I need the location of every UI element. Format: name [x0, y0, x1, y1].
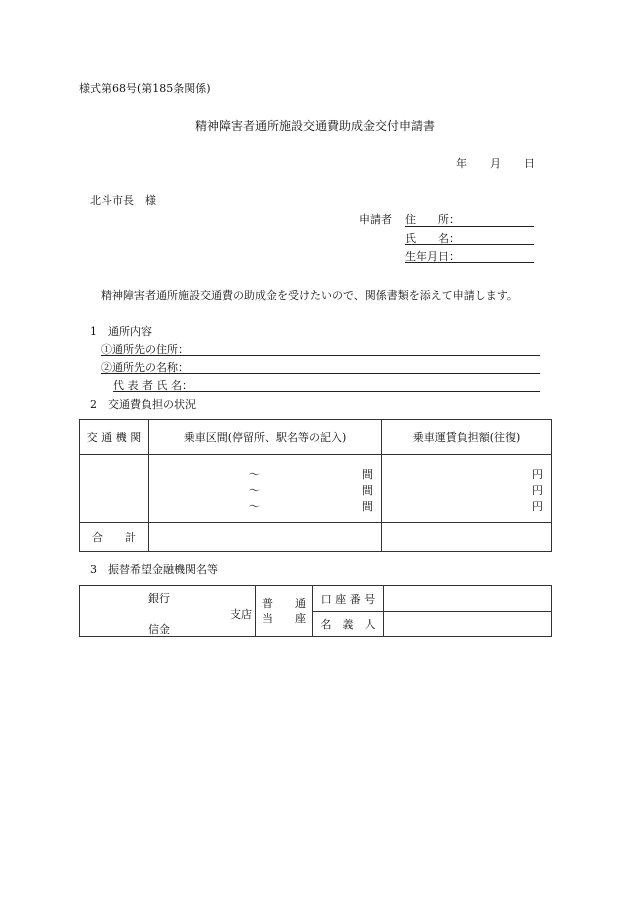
- section-cell[interactable]: [149, 455, 382, 523]
- date-year: 年: [456, 157, 467, 170]
- section-row: [149, 497, 381, 513]
- account-type-current: 当 座: [262, 612, 306, 625]
- between-mark: 間: [362, 483, 373, 497]
- section1-heading: 1 通所内容: [90, 325, 152, 338]
- date-day: 日: [524, 157, 535, 170]
- yen-mark: 円: [532, 483, 543, 497]
- applicant-address-label: 住 所：: [405, 213, 460, 226]
- tilde-mark: 〜: [249, 467, 260, 481]
- applicant-name-line[interactable]: [405, 244, 534, 245]
- applicant-birth-line[interactable]: [405, 262, 534, 263]
- representative-line[interactable]: [113, 391, 540, 392]
- header-transport: 交 通 機 関: [80, 420, 149, 455]
- bank-name-cell[interactable]: [80, 586, 256, 637]
- date-month: 月: [490, 157, 501, 170]
- applicant-birth-label: 生年月日：: [405, 250, 460, 263]
- facility-name-label: ②通所先の名称：: [101, 361, 189, 374]
- section-row: [149, 465, 381, 481]
- holder-label: 名 義 人: [313, 612, 384, 637]
- account-type-cell[interactable]: [256, 586, 313, 637]
- account-number-label: 口 座 番 号: [313, 586, 384, 612]
- form-number: 様式第68号(第185条関係): [79, 82, 211, 95]
- header-section: 乗車区間(停留所、駅名等の記入): [149, 420, 382, 455]
- section3-heading: 3 振替希望金融機関名等: [90, 563, 218, 576]
- section2-heading: 2 交通費負担の状況: [90, 398, 196, 411]
- account-type-ordinary: 普 通: [262, 597, 306, 610]
- transport-cell[interactable]: [80, 455, 149, 523]
- yen-mark: 円: [532, 467, 543, 481]
- header-fare: 乗車運賃負担額(往復): [382, 420, 552, 455]
- applicant-name-label: 氏 名：: [405, 232, 460, 245]
- fare-cell[interactable]: [382, 455, 552, 523]
- between-mark: 間: [362, 467, 373, 481]
- facility-address-line[interactable]: [101, 355, 540, 356]
- total-label: 合 計: [80, 523, 149, 552]
- facility-address-label: ①通所先の住所：: [101, 343, 189, 356]
- facility-name-line[interactable]: [101, 373, 540, 374]
- tilde-mark: 〜: [249, 499, 260, 513]
- total-section-cell[interactable]: [149, 523, 382, 552]
- tilde-mark: 〜: [249, 483, 260, 497]
- transport-table: [79, 419, 552, 552]
- bank-table: [79, 585, 552, 637]
- section-row: [149, 481, 381, 497]
- representative-label: 代 表 者 氏 名：: [113, 379, 193, 392]
- yen-mark: 円: [532, 499, 543, 513]
- holder-cell[interactable]: [384, 612, 552, 637]
- total-fare-cell[interactable]: [382, 523, 552, 552]
- statement: 精神障害者通所施設交通費の助成金を受けたいので、関係書類を添えて申請します。: [101, 289, 518, 302]
- page-title: 精神障害者通所施設交通費助成金交付申請書: [194, 119, 435, 133]
- addressee: 北斗市長 様: [90, 194, 156, 207]
- applicant-label: 申請者: [359, 213, 392, 226]
- shinkin-label: 信金: [148, 623, 170, 636]
- applicant-address-line[interactable]: [405, 226, 534, 227]
- between-mark: 間: [362, 499, 373, 513]
- bank-label: 銀行: [148, 592, 170, 605]
- account-number-cell[interactable]: [384, 586, 552, 612]
- branch-label: 支店: [230, 608, 252, 621]
